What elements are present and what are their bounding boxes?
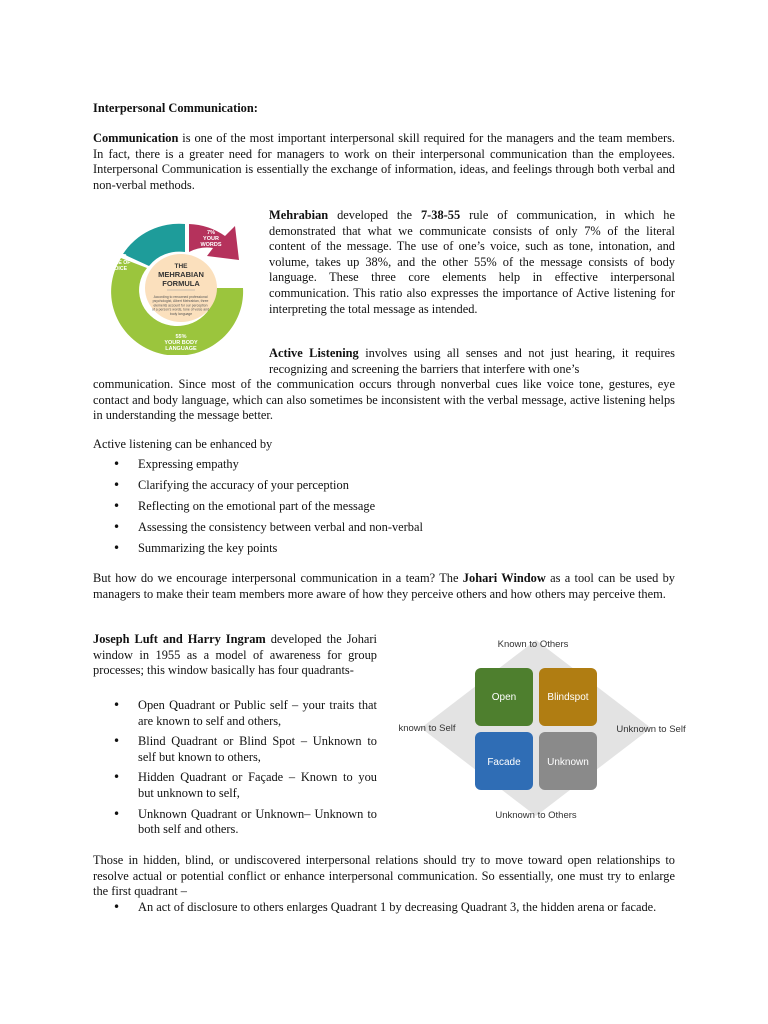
- quadrant-item-text: • Unknown Quadrant or Unknown– Unknown to both self and others.: [138, 806, 377, 837]
- axis-top-label: Known to Others: [497, 639, 569, 650]
- luft-text: developed the Johari window in 1955 as a model of awareness for group processes; this window basically has four quadrants-: [93, 632, 377, 678]
- label-body: 55% YOUR BODY LANGUAGE: [164, 334, 198, 352]
- luft-paragraph: [93, 632, 377, 679]
- enhanced-intro: Active listening can be enhanced by: [93, 437, 273, 451]
- quadrant-unknown-label: Unknown: [547, 757, 589, 768]
- intro-paragraph: [93, 131, 675, 193]
- list-item: [93, 734, 377, 765]
- quadrant-item-text: • Hidden Quadrant or Façade – Known to you but unknown to self,: [138, 770, 377, 800]
- luft-names: Joseph Luft and Harry Ingram: [93, 632, 266, 646]
- label-tone: 38% YOUR TONE OF VOICE: [107, 248, 131, 272]
- mehrabian-pre: developed the: [328, 208, 421, 222]
- list-item: [93, 770, 377, 801]
- list-item: • Expressing empathy: [93, 457, 493, 478]
- johari-term: Johari Window: [462, 571, 546, 585]
- list-item: • Assessing the consistency between verbal and non-verbal: [93, 520, 493, 541]
- quadrant-item-text: • Open Quadrant or Public self – your traits that are known to self and others,: [138, 698, 377, 728]
- mehrabian-formula-graphic: [93, 210, 261, 355]
- axis-left-label: known to Self: [398, 723, 456, 734]
- active-listening-paragraph-1: [269, 346, 675, 377]
- johari-intro-post: as a tool can be used by managers to make their team members more aware of how they perceive others and how others may perceive them.: [93, 571, 676, 601]
- center-title-1: THE: [174, 263, 188, 270]
- list-item: [93, 807, 377, 838]
- center-title-2: MEHRABIAN: [158, 270, 204, 279]
- list-item: • Reflecting on the emotional part of the message: [93, 499, 493, 520]
- mehrabian-text: rule of communication, in which he demonstrated that what we communicate consists of only 7% of the literal content of the message. The use of one’s voice, such as tone, intonation, and volume, takes up 38%, and the other 55% of the message consists of body language. These three core elements help in effective interpersonal communication. This ratio also expresses the importance of Active listening for interpreting the total message as intended.: [269, 208, 675, 316]
- active-listening-text-1: involves using all senses and not just hearing, it requires recognizing and screening the barriers that interfere with one’s: [269, 346, 676, 376]
- axis-right-label: Unknown to Self: [616, 724, 686, 735]
- center-text: According to renowned professional psychologist, Albert Mehrabian, three elements account for our perception of a person's words, tone of voice and body language: [152, 295, 210, 316]
- quadrant-facade-label: Facade: [487, 757, 521, 768]
- quadrant-open-label: Open: [491, 692, 517, 703]
- closing-paragraph: Those in hidden, blind, or undiscovered interpersonal relations should try to move toward open relationships to resolve actual or potential conflict or enhance interpersonal communication. So essentially, one must try to enlarge the first quadrant –: [93, 853, 675, 899]
- johari-intro-pre: But how do we encourage interpersonal communication in a team? The: [93, 571, 463, 585]
- document-title: Interpersonal Communication:: [93, 101, 258, 115]
- intro-text: is one of the most important interpersonal skill required for the managers and the team members. In fact, there is a greater need for managers to work on their interpersonal communication than the employees. Interpersonal Communication is essentially the exchange of information, ideas, and feelings through both verbal and non-verbal methods.: [93, 131, 675, 192]
- active-listening-paragraph-2: communication. Since most of the communication occurs through nonverbal cues like voice tone, gestures, eye contact and body language, which can also sometimes be inconsistent with the verbal message, active listening helps in understanding the message better.: [93, 377, 675, 423]
- quadrant-item-text: • Blind Quadrant or Blind Spot – Unknown to self but known to others,: [138, 734, 377, 764]
- active-listening-term: Active Listening: [269, 346, 359, 360]
- axis-bottom-label: Unknown to Others: [495, 810, 577, 821]
- closing-list: [93, 900, 675, 916]
- quadrant-blindspot-label: Blindspot: [547, 692, 589, 703]
- list-item: • Clarifying the accuracy of your perception: [93, 478, 493, 499]
- mehrabian-paragraph: [269, 208, 675, 317]
- mehrabian-name: Mehrabian: [269, 208, 329, 222]
- center-title-3: FORMULA: [162, 279, 200, 288]
- johari-intro-paragraph: [93, 571, 675, 602]
- enhanced-list: [93, 457, 493, 562]
- list-item: [93, 698, 377, 729]
- quadrant-list: [93, 698, 377, 843]
- list-item: • An act of disclosure to others enlarges Quadrant 1 by decreasing Quadrant 3, the hidden arena or facade.: [93, 900, 675, 916]
- intro-term: Communication: [93, 131, 179, 145]
- label-words: 7% YOUR WORDS: [200, 230, 222, 248]
- mehrabian-rule: 7-38-55: [420, 208, 461, 222]
- list-item: • Summarizing the key points: [93, 541, 493, 562]
- johari-window-diagram: [391, 632, 711, 832]
